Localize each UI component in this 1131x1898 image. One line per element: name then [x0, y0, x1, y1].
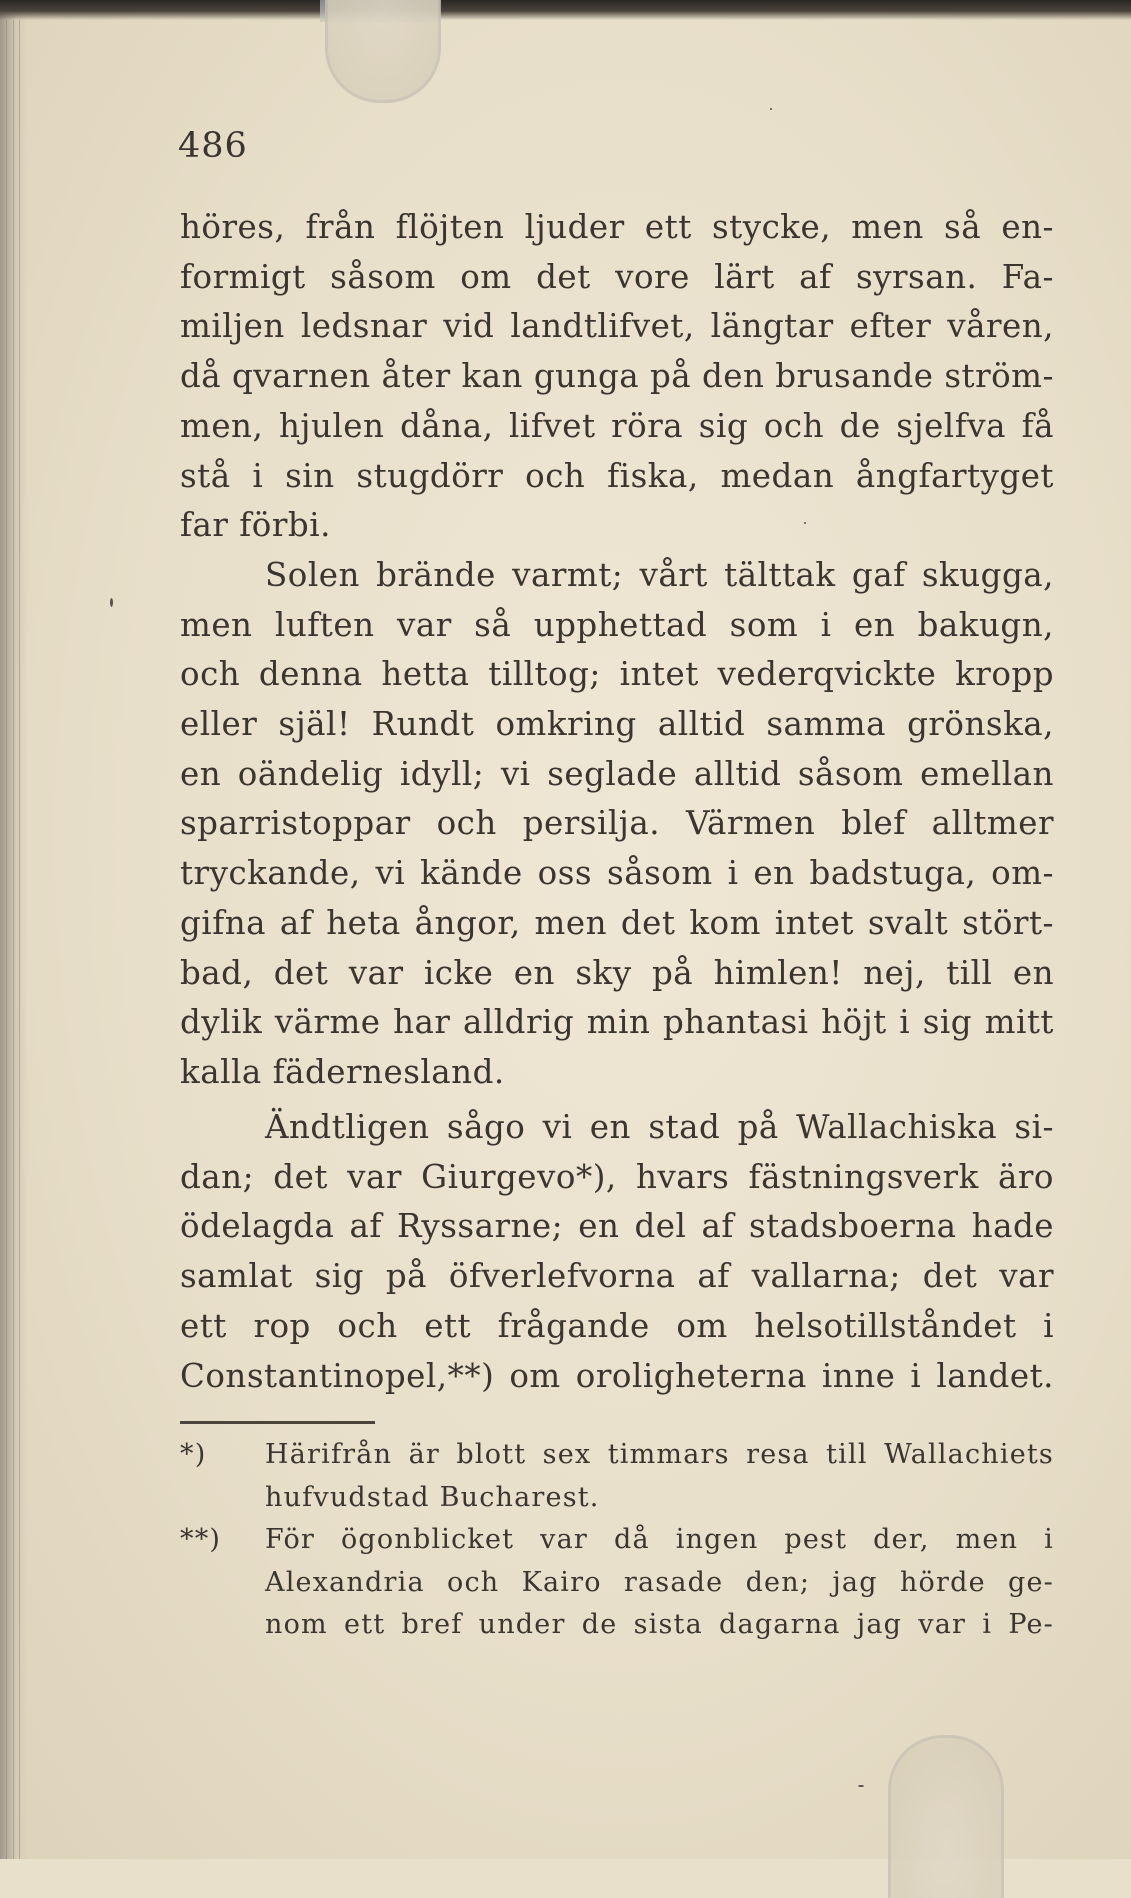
text-line: tryckande, vi kände oss såsom i en badstuga, om- — [180, 854, 1054, 893]
binding-line — [19, 20, 20, 1859]
text-line: miljen ledsnar vid landtlifvet, längtar efter våren, — [180, 307, 1054, 346]
footnotes — [180, 1434, 1054, 1647]
text-line: formigt såsom om det vore lärt af syrsan. Fa- — [180, 257, 1054, 296]
text-line: samlat sig på öfverlefvorna af vallarna; det var — [180, 1257, 1054, 1296]
page-hole-bottom — [888, 1735, 1004, 1898]
text-line: sparristoppar och persilja. Värmen blef alltmer — [180, 804, 1054, 843]
binding-line — [13, 20, 14, 1859]
text-line: då qvarnen åter kan gunga på den brusande ström- — [180, 357, 1054, 396]
binding-line — [6, 20, 7, 1859]
text-line: kalla fädernesland. — [180, 1052, 505, 1091]
page-binding-edge — [0, 0, 28, 1859]
text-line: höres, från flöjten ljuder ett stycke, men så en- — [180, 208, 1054, 246]
text-line: en oändelig idyll; vi seglade alltid såsom emellan — [180, 754, 1054, 793]
footnote-1 — [180, 1434, 1054, 1477]
footnote-text: Härifrån är blott sex timmars resa till Wallachiets — [265, 1439, 1054, 1470]
text-line: gifna af heta ångor, men det kom intet svalt stört- — [180, 903, 1054, 942]
text-line: Solen brände varmt; vårt tälttak gaf skugga, — [265, 555, 1054, 594]
footnote-text: hufvudstad Bucharest. — [265, 1481, 600, 1513]
text-line: dan; det var Giurgevo*), hvars fästningsverk äro — [180, 1157, 1054, 1196]
text-line: stå i sin stugdörr och fiska, medan ångfartyget — [180, 456, 1054, 495]
text-line: men luften var så upphettad som i en bakugn, — [180, 605, 1054, 644]
page-top-edge — [0, 0, 1131, 20]
text-line: bad, det var icke en sky på himlen! nej, till en — [180, 953, 1054, 992]
paragraph-1 — [180, 203, 1054, 1098]
paper-speck — [110, 598, 113, 607]
text-line: Constantinopel,**) om oroligheterna inne i landet. — [180, 1356, 1054, 1395]
text-line: och denna hetta tilltog; intet vederqvickte kropp — [180, 655, 1054, 694]
text-line: Ändtligen sågo vi en stad på Wallachiska si- — [265, 1108, 1054, 1146]
footnote-text: För ögonblicket var då ingen pest der, men i — [265, 1524, 1054, 1555]
paragraph-3 — [180, 1103, 1054, 1401]
paper-speck — [804, 522, 806, 524]
footnote-text: nom ett bref under de sista dagarna jag var i Pe- — [265, 1609, 1054, 1640]
page-number: 486 — [178, 126, 248, 166]
text-line: ödelagda af Ryssarne; en del af stadsboerna hade — [180, 1207, 1054, 1246]
paper-speck — [858, 1785, 864, 1787]
text-line: men, hjulen dåna, lifvet röra sig och de sjelfva få — [180, 406, 1054, 445]
footnote-mark: **) — [180, 1524, 222, 1555]
text-line: eller själ! Rundt omkring alltid samma grönska, — [180, 705, 1054, 744]
footnote-divider — [180, 1421, 375, 1424]
footnote-text: Alexandria och Kairo rasade den; jag hörde ge- — [265, 1566, 1054, 1598]
footnote-2 — [180, 1519, 1054, 1562]
footnote-mark: *) — [180, 1439, 207, 1470]
text-line: dylik värme har alldrig min phantasi höjt i sig mitt — [180, 1003, 1054, 1042]
text-line: ett rop och ett frågande om helsotillståndet i — [180, 1306, 1054, 1345]
page-hole-top — [325, 0, 441, 103]
text-line: far förbi. — [180, 506, 331, 545]
paper-speck — [770, 108, 772, 110]
